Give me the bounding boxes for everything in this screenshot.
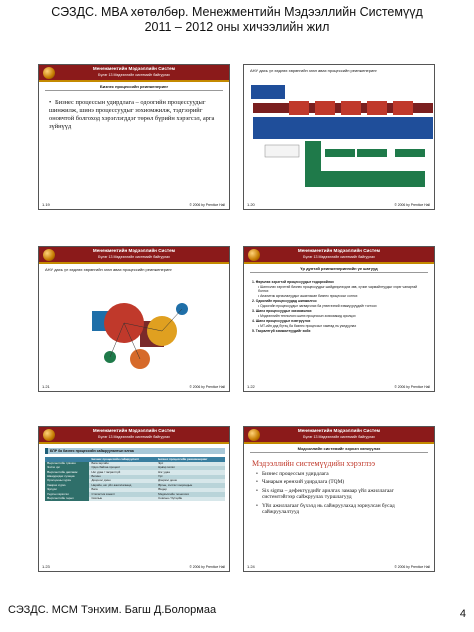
diagram-box [325, 149, 355, 157]
table-row [45, 497, 225, 501]
diagram-band [305, 171, 425, 187]
bullet-item: • Үйл ажиллагааг бүхэлд нь сайжруулахад зориулсан бусад сайжруулалтууд [256, 503, 424, 517]
process-diagram [245, 79, 435, 199]
table-cell: Доороос дээш [89, 479, 156, 483]
step-detail: • Шинэчлэх хэрэгтэй бизнес процессуудыг шийдвэрлэхдээ зөв, хүчин чармайлтуудыг хэрэг чанартай болгох [258, 284, 418, 293]
table-cell: Богино [89, 475, 156, 479]
diagram-box [251, 85, 285, 99]
table-title: БПР ба бизнес процессийн сайжруулалтын ялгаа [45, 448, 225, 454]
diagram-title: АНУ дахь үл хөдлөх хөрөнгийн зээл авах процессийн реинженеринг [250, 68, 377, 73]
bullet-item: • Бизнес процессын удирдлага [256, 471, 424, 478]
table-cell: Өргөн, хэлтэс хоорондын [156, 483, 225, 487]
diagram-box [315, 101, 335, 115]
slide-banner [39, 65, 229, 82]
diagram-note [265, 145, 299, 157]
steps-list [244, 273, 434, 334]
table-cell: Дээрээс доош [156, 479, 225, 483]
slide-bullet: • Бизнес процессын удирдлага – одоогийн процессуудыг шинжилж, шинэ процессуудыг зохиомжилж, тэдгээрийг оновчтой болгоход хэрэглэгддэг төрөл бүрийн хэрэгсэл, арга зүйнүүд [49, 99, 215, 130]
table-cell: Цэвэр эхлэл [156, 466, 225, 470]
slide-number: 1.22 [247, 384, 255, 389]
table-cell: Эрс [156, 462, 225, 466]
diagram-box [341, 101, 361, 115]
step-detail: • Мэдээллийн технологи шинэ процессын зохиомжид оролцох [258, 313, 356, 318]
bullet-item: • Чанарын ерөнхий удирдлага (TQM) [256, 479, 424, 486]
table-header-cell: Бизнес процессийн реинженеринг [156, 457, 225, 462]
table-cell: Эхлэх цэг [45, 466, 89, 470]
page-number: 4 [459, 608, 466, 620]
page-footer: СЭЗДС. МСМ Тэнхим. Багш Д.Болормаа [8, 604, 217, 616]
step-detail: • МТ-ийн дэд бүтэц ба бизнес процессыг хамтад нь уялдуулах [258, 323, 357, 328]
diagram-box [395, 149, 425, 157]
comparison-table [45, 457, 225, 501]
slide-number: 1.20 [247, 202, 255, 207]
slide-course-title: Менежментийн Мэдээллийн Систем [297, 248, 381, 253]
table-cell: Статистик хяналт [89, 492, 156, 496]
table-cell: Оролцооны хүрээ [45, 479, 89, 483]
table-cell: Соёлын [89, 497, 156, 501]
slide-banner [39, 247, 229, 264]
slide-number: 1.24 [247, 564, 255, 569]
slide-1-19 [38, 64, 230, 210]
table-cell: Урт [156, 475, 225, 479]
slide-1-23 [38, 426, 230, 572]
step-heading: 3. Шинэ процессуудыг зохиомжлох [252, 309, 312, 313]
slide-subtitle: Мэдээллийн системийг хэрхэн хөгжүүлэх [250, 446, 428, 453]
bullet-text: Бизнес процессын удирдлага – одоогийн процессуудыг шинжилж, шинэ процессуудыг зохиомжилж, тэдгээрийг оновчтой болгоход хэрэглэгддэг төрөл бүрийн хэрэгсэл, арга зүйнүүд [49, 99, 215, 130]
slide-1-24 [243, 426, 435, 572]
page-header [0, 5, 474, 35]
slide-subtitle: Бизнес процессийн реинженеринг [45, 84, 223, 91]
table-cell: Соёлын / бүтцийн [156, 497, 225, 501]
slide-1-20 [243, 64, 435, 210]
slide-heading: Мэдээллийн системүүдийн хэрэглээ [252, 459, 376, 468]
diagram-box [367, 101, 387, 115]
slide-copyright: © 2006 by Prentice Hall [189, 385, 225, 389]
table-cell: Өөрчлөлтийн түвшин [45, 462, 89, 466]
slide-copyright: © 2006 by Prentice Hall [189, 203, 225, 207]
slide-course-title: Менежментийн Мэдээллийн Систем [92, 428, 176, 433]
slide-subtitle: Үр дүнтэй реинженерингийн үе шатууд [250, 266, 428, 273]
table-cell: Мэдээллийн технологи [156, 492, 225, 496]
diagram-box [305, 141, 321, 171]
network-diagram [40, 279, 230, 379]
slide-copyright: © 2006 by Prentice Hall [394, 565, 430, 569]
slide-1-22 [243, 246, 435, 392]
table-cell: Өндөр [156, 488, 225, 492]
slide-copyright: © 2006 by Prentice Hall [394, 203, 430, 207]
step-heading: 1. Өөрчлөх хэрэгтэй процессуудыг тодорхойлох [252, 280, 334, 284]
bullet-list [244, 468, 434, 516]
slide-chapter: Бүлэг 13 Мэдээллийн системийг байгуулах [98, 255, 170, 259]
diagram-title: АНУ дахь үл хөдлөх хөрөнгийн зээл авах процессийн реинженеринг [45, 267, 172, 272]
diagram-box [357, 149, 387, 157]
table-cell: Хамрах хүрээ [45, 483, 89, 487]
table-cell: Бага [89, 488, 156, 492]
diagram-band [253, 117, 433, 139]
table-cell: Өөрчлөлтийн давтамж [45, 470, 89, 474]
slide-number: 1.21 [42, 384, 50, 389]
bullet-item: • Six sigma – дефектүүдийг арилгах замаар үйл ажиллагааг системтэйгээр сайжруулах туршлагууд [256, 488, 424, 502]
table-cell: Нэг удаа / тасралтгүй [89, 470, 156, 474]
slide-copyright: © 2006 by Prentice Hall [189, 565, 225, 569]
step-heading: 2. Одоогийн процессуудад шинжилгээ [252, 299, 317, 303]
slide-number: 1.19 [42, 202, 50, 207]
slide-chapter: Бүлэг 13 Мэдээллийн системийг байгуулах [98, 435, 170, 439]
step-detail: • Одоогийн процессуудыг загварчлах ба үнэлгээний хэмжүүрүүдийг тогтоох [258, 303, 377, 308]
table-header-cell: Бизнес процессийн сайжруулалт [89, 457, 156, 462]
step-detail: • Аналитик аргачлалуудыг ашигласан бизнес процессыг сонгох [258, 293, 358, 298]
diagram-box [289, 101, 309, 115]
table-cell: Нарийн, нэг үйл ажиллагаанд [89, 483, 156, 487]
slide-chapter: Бүлэг 13 Мэдээллийн системийг байгуулах [98, 73, 170, 77]
table-cell: Одоо байгаа процесс [89, 466, 156, 470]
slide-banner [244, 427, 434, 444]
step-heading: 5. Тасралтгүй хэмжилтүүдийг хийх [252, 329, 311, 333]
slide-chapter: Бүлэг 13 Мэдээллийн системийг байгуулах [303, 255, 375, 259]
slide-course-title: Менежментийн Мэдээллийн Систем [92, 66, 176, 71]
slide-banner [39, 427, 229, 444]
step-heading: 4. Шинэ процессуудыг нэвтрүүлэх [252, 319, 311, 323]
slide-number: 1.23 [42, 564, 50, 569]
slide-course-title: Менежментийн Мэдээллийн Систем [92, 248, 176, 253]
table-cell: Өөрчлөлтийн төрөл [45, 497, 89, 501]
slide-banner [244, 247, 434, 264]
table-cell: Бага зэргийн [89, 462, 156, 466]
slide-1-21 [38, 246, 230, 392]
slide-chapter: Бүлэг 13 Мэдээллийн системийг байгуулах [303, 435, 375, 439]
table-cell: Эрсдэл [45, 488, 89, 492]
diagram-box [393, 101, 413, 115]
table-cell: Үндсэн хэрэгсэл [45, 492, 89, 496]
slide-copyright: © 2006 by Prentice Hall [394, 385, 430, 389]
slide-course-title: Менежментийн Мэдээллийн Систем [297, 428, 381, 433]
header-line-1: СЭЗДС. MBA хөтөлбөр. Менежментийн Мэдээллийн Системүүд [51, 5, 423, 19]
table-cell: Шаардагдах хугацаа [45, 475, 89, 479]
header-line-2: 2011 – 2012 оны хичээлийн жил [144, 20, 330, 34]
table-cell: Нэг удаа [156, 470, 225, 474]
